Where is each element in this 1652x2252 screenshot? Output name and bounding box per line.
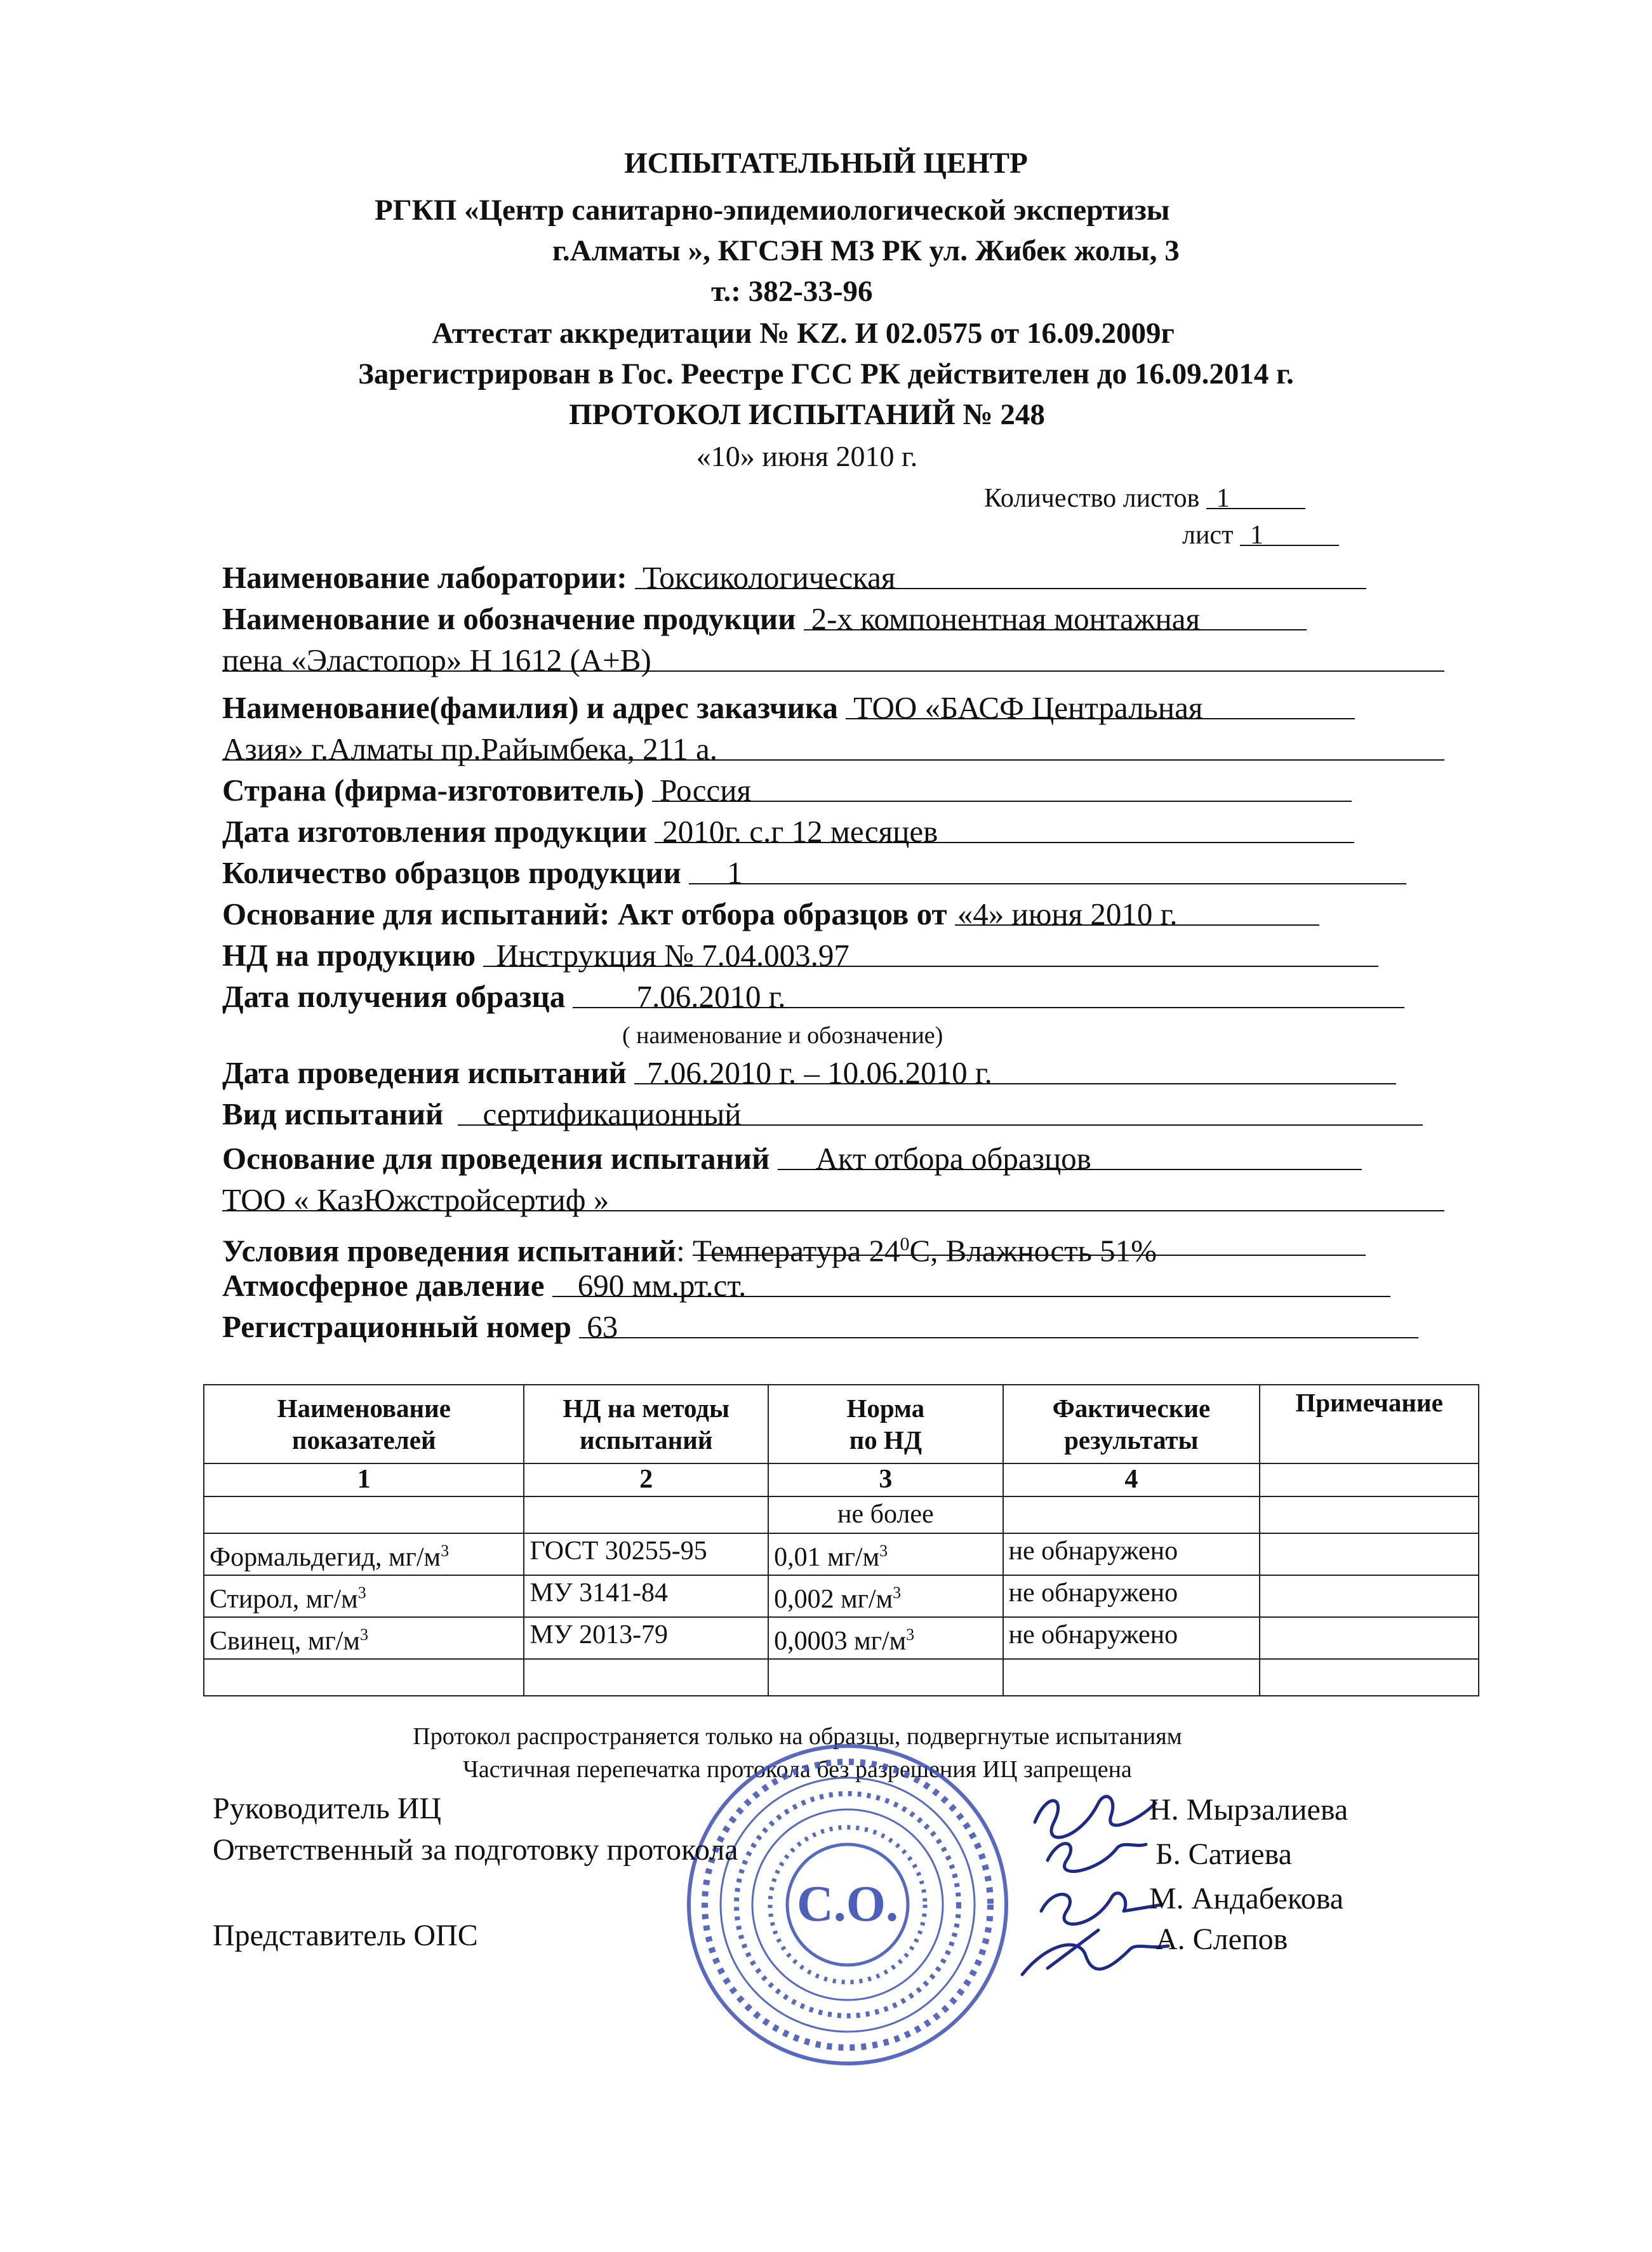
field-nd-label: НД на продукцию xyxy=(222,938,476,973)
field-conditions-colon: : xyxy=(676,1233,685,1269)
protocol-title: ПРОТОКОЛ ИСПЫТАНИЙ № 248 xyxy=(569,398,1045,431)
field-laboratory xyxy=(222,559,1448,597)
sheet-number xyxy=(1182,519,1339,551)
field-country-value: Россия xyxy=(652,771,1352,802)
accreditation-line: Аттестат аккредитации № KZ. И 02.0575 от 16.09.2009г xyxy=(432,317,1175,350)
field-test-reason-value-2: ТОО « КазЮжстройсертиф » xyxy=(222,1181,1444,1211)
organization-stamp xyxy=(683,1740,1013,2070)
sheet-number-value: 1 xyxy=(1240,519,1339,546)
field-test-reason-label: Основание для проведения испытаний xyxy=(222,1141,770,1176)
col-number-4: 4 xyxy=(1003,1463,1260,1496)
cell-result: не обнаружено xyxy=(1003,1533,1260,1575)
field-reg-number-label: Регистрационный номер xyxy=(222,1309,572,1344)
field-test-date-value: 7.06.2010 г. – 10.06.2010 г. xyxy=(634,1054,1396,1084)
cell-note xyxy=(1260,1575,1479,1617)
field-mfg-date-label: Дата изготовления продукции xyxy=(222,814,647,849)
received-note: ( наименование и обозначение) xyxy=(622,1022,943,1049)
field-received xyxy=(222,978,1448,1016)
field-product-label: Наименование и обозначение продукции xyxy=(222,601,796,636)
protocol-preparer-label: Ответственный за подготовку протокола xyxy=(213,1833,738,1867)
conditions-degree: 0 xyxy=(900,1234,910,1255)
conditions-humidity: С, Влажность 51% xyxy=(909,1233,1157,1269)
header-norm: Норма по НД xyxy=(768,1385,1003,1463)
signatory-name-2: Б. Сатиева xyxy=(1156,1837,1292,1871)
header-method: НД на методы испытаний xyxy=(524,1385,768,1463)
field-reg-number xyxy=(222,1308,1448,1346)
field-pressure-value: 690 мм.рт.ст. xyxy=(552,1267,1390,1297)
conditions-temperature: Температура 24 xyxy=(692,1233,900,1269)
field-customer xyxy=(222,689,1448,727)
field-conditions-label: Условия проведения испытаний xyxy=(222,1233,677,1269)
field-conditions-value xyxy=(692,1225,1366,1269)
field-product-cont xyxy=(222,641,1448,679)
field-laboratory-label: Наименование лаборатории: xyxy=(222,560,627,595)
footer-note-2: Частичная перепечатка протокола без разрешения ИЦ запрещена xyxy=(463,1756,1132,1783)
table-row xyxy=(204,1617,1479,1659)
col-number-2: 2 xyxy=(524,1463,768,1496)
center-title: ИСПЫТАТЕЛЬНЫЙ ЦЕНТР xyxy=(624,147,1028,180)
cell-result: не обнаружено xyxy=(1003,1617,1260,1659)
field-customer-value-2: Азия» г.Алматы пр.Райымбека, 211 а. xyxy=(222,730,1444,761)
cell-norm: 0,01 $мг/м^3$ xyxy=(768,1533,1003,1575)
field-test-reason-value-1: Акт отбора образцов xyxy=(778,1140,1362,1170)
field-test-type xyxy=(222,1095,1448,1133)
field-nd-value: Инструкция № 7.04.003.97 xyxy=(483,936,1378,967)
field-test-basis-act-value: «4» июня 2010 г. xyxy=(955,895,1319,926)
sheets-count-label: Количество листов xyxy=(984,484,1200,513)
col-number-5 xyxy=(1260,1463,1479,1496)
cell-note xyxy=(1260,1533,1479,1575)
signatory-name-1: Н. Мырзалиева xyxy=(1149,1793,1349,1827)
table-row xyxy=(204,1533,1479,1575)
col-number-3: 3 xyxy=(768,1463,1003,1496)
field-conditions xyxy=(222,1225,1448,1270)
field-samples xyxy=(222,854,1448,892)
table-row xyxy=(204,1575,1479,1617)
header-indicator: Наименование показателей xyxy=(204,1385,524,1463)
field-samples-label: Количество образцов продукции xyxy=(222,855,681,890)
cell-norm: 0,0003 $мг/м^3$ xyxy=(768,1617,1003,1659)
cell-indicator: Стирол, $мг/м^3$ xyxy=(204,1575,524,1617)
sheet-number-label: лист xyxy=(1182,521,1234,550)
signatory-name-4: А. Слепов xyxy=(1156,1922,1288,1956)
field-received-value: 7.06.2010 г. xyxy=(573,978,1404,1008)
sheets-count-value: 1 xyxy=(1206,483,1305,509)
cell-indicator: Свинец, $мг/м^3$ xyxy=(204,1617,524,1659)
cell-indicator: Формальдегид, $мг/м^3$ xyxy=(204,1533,524,1575)
protocol-date: «10» июня 2010 г. xyxy=(696,440,918,472)
field-customer-cont xyxy=(222,730,1448,768)
head-of-center-label: Руководитель ИЦ xyxy=(213,1792,442,1825)
field-test-basis-act xyxy=(222,895,1448,933)
field-received-label: Дата получения образца xyxy=(222,979,566,1014)
table-number-row xyxy=(204,1463,1479,1496)
cell-note xyxy=(1260,1617,1479,1659)
header-note: Примечание xyxy=(1260,1385,1479,1463)
cell-result: не обнаружено xyxy=(1003,1575,1260,1617)
field-pressure-label: Атмосферное давление xyxy=(222,1268,545,1303)
field-product-value-2: пена «Эластопор» Н 1612 (А+В) xyxy=(222,641,1444,672)
ops-representative-label: Представитель ОПС xyxy=(213,1919,478,1952)
field-pressure xyxy=(222,1267,1448,1305)
cell-method: МУ 3141-84 xyxy=(524,1575,768,1617)
org-phone: т.: 382-33-96 xyxy=(711,275,873,308)
signatory-name-3: М. Андабекова xyxy=(1149,1882,1344,1916)
footer-note-1: Протокол распространяется только на образцы, подвергнутые испытаниям xyxy=(413,1723,1182,1750)
field-country-label: Страна (фирма-изготовитель) xyxy=(222,773,644,808)
cell-method: ГОСТ 30255-95 xyxy=(524,1533,768,1575)
org-name-line: РГКП «Центр санитарно-эпидемиологической экспертизы xyxy=(375,194,1170,227)
table-row xyxy=(204,1659,1479,1696)
field-test-type-label: Вид испытаний xyxy=(222,1096,444,1131)
field-mfg-date xyxy=(222,813,1448,851)
field-customer-value-1: ТОО «БАСФ Центральная xyxy=(846,689,1355,719)
results-table xyxy=(203,1384,1479,1696)
field-test-type-value: сертификационный xyxy=(458,1095,1423,1126)
field-country xyxy=(222,771,1448,810)
cell-method: МУ 2013-79 xyxy=(524,1617,768,1659)
table-header-row xyxy=(204,1385,1479,1463)
field-product-value-1: 2-х компонентная монтажная xyxy=(804,600,1307,630)
table-row xyxy=(204,1496,1479,1533)
field-test-date xyxy=(222,1054,1448,1092)
norm-note: не более xyxy=(768,1496,1003,1533)
field-customer-label: Наименование(фамилия) и адрес заказчика xyxy=(222,690,838,725)
col-number-1: 1 xyxy=(204,1463,524,1496)
field-nd xyxy=(222,936,1448,975)
field-laboratory-value: Токсикологическая xyxy=(635,559,1366,589)
registry-line: Зарегистрирован в Гос. Реестре ГСС РК действителен до 16.09.2014 г. xyxy=(358,357,1294,390)
org-address-line: г.Алматы », КГСЭН МЗ РК ул. Жибек жолы, 3 xyxy=(552,234,1180,267)
field-product xyxy=(222,600,1448,638)
header-result: Фактические результаты xyxy=(1003,1385,1260,1463)
field-reg-number-value: 63 xyxy=(579,1308,1418,1338)
field-samples-value: 1 xyxy=(689,854,1406,884)
field-test-reason-cont xyxy=(222,1181,1448,1219)
cell-norm: 0,002 $мг/м^3$ xyxy=(768,1575,1003,1617)
stamp-center-text: С.О. xyxy=(797,1876,898,1932)
sheets-count xyxy=(984,483,1305,514)
field-test-date-label: Дата проведения испытаний xyxy=(222,1055,627,1090)
field-test-reason xyxy=(222,1140,1448,1178)
field-mfg-date-value: 2010г. с.г 12 месяцев xyxy=(655,813,1354,843)
field-test-basis-act-label: Основание для испытаний: Акт отбора образцов от xyxy=(222,896,947,931)
